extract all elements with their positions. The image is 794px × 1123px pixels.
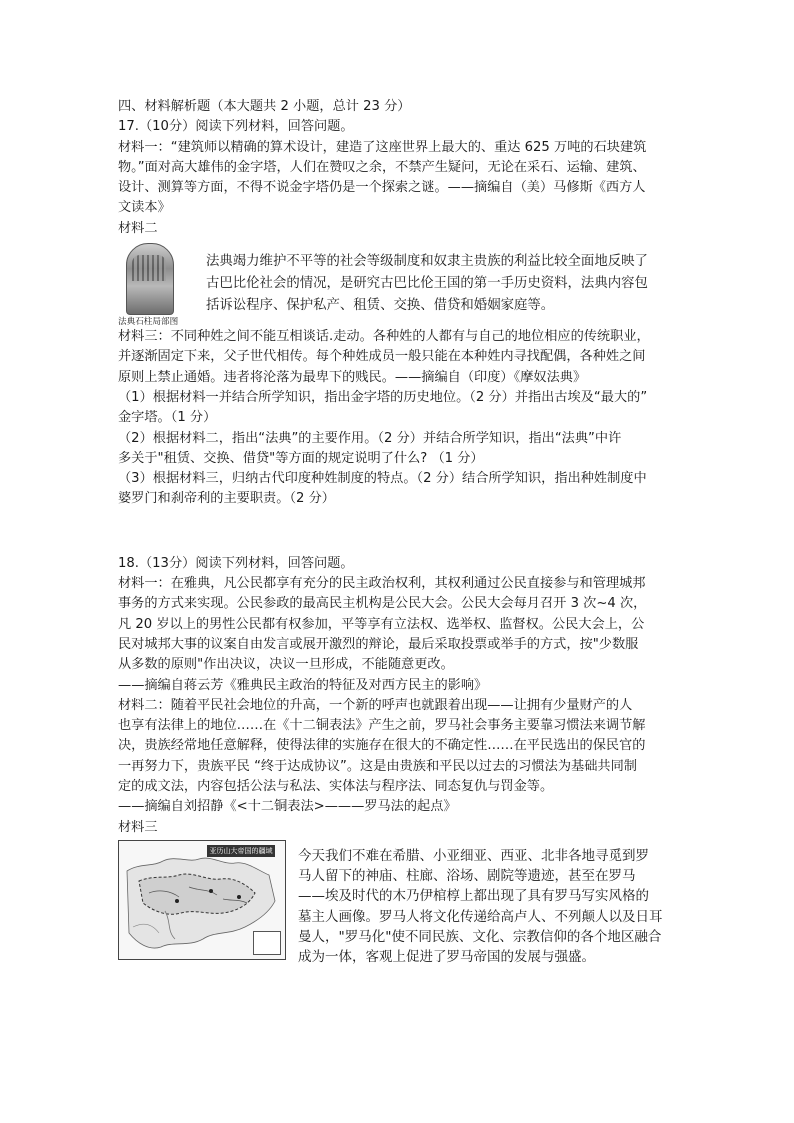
q17-m2-line: 法典竭力维护不平等的社会等级制度和奴隶主贵族的利益比较全面地反映了 (206, 254, 648, 270)
empire-map-figure (118, 840, 286, 960)
q18-m3-line: 曼人，"罗马化"使不同民族、文化、宗教信仰的各个地区融合 (298, 928, 662, 945)
q18-m1-line: 民对城邦大事的议案自由发言或展开激烈的辩论，最后采取投票或举手的方式，按"少数服 (118, 636, 639, 652)
q17-question-line: （3）根据材料三，归纳古代印度种姓制度的特点。（2 分）结合所学知识，指出种姓制度中 (118, 471, 647, 487)
q18-m1-line: 从多数的原则"作出决议，决议一旦形成，不能随意更改。 (118, 657, 454, 673)
map-title: 亚历山大帝国的疆域 (207, 845, 275, 857)
q18-m2-line: 也享有法律上的地位……在《十二铜表法》产生之前，罗马社会事务主要靠习惯法来调节解 (118, 718, 646, 734)
q17-question-line: 婆罗门和刹帝利的主要职责。（2 分） (118, 491, 335, 507)
q17-material2-label: 材料二 (118, 220, 158, 236)
q17-m3-line: 材料三：不同种姓之间不能互相谈话.走动。各种姓的人都有与自己的地位相应的传统职业， (118, 329, 650, 345)
q18-header: 18.（13分）阅读下列材料，回答问题。 (118, 555, 354, 571)
q18-m1-line: 事务的方式来实现。公民参政的最高民主机构是公民大会。公民大会每月召开 3 次~4 次， (118, 596, 647, 612)
q17-material3 (118, 327, 678, 388)
exam-page (118, 97, 678, 967)
q18-m2-line: 材料二：随着平民社会地位的升高，一个新的呼声也就跟着出现——让拥有少量财产的人 (118, 697, 633, 713)
map-legend (253, 931, 281, 955)
q18-m3-line: 墓主人画像。罗马人将文化传递给高卢人、不列颠人以及日耳 (298, 908, 663, 925)
q18-m3-line: 今天我们不难在希腊、小亚细亚、西亚、北非各地寻觅到罗 (298, 847, 649, 864)
q18-m3-line: 成为一体，客观上促进了罗马帝国的发展与强盛。 (298, 948, 595, 965)
q17-m1-line: 材料一：“建筑师以精确的算术设计，建造了这座世界上最大的、重达 625 万吨的石块建筑 (118, 139, 647, 155)
q18-m1-line: ——摘编自蒋云芳《雅典民主政治的特征及对西方民主的影响》 (118, 677, 488, 693)
q17-m1-line: 物。”面对高大雄伟的金字塔，人们在赞叹之余，不禁产生疑问，无论在采石、运输、建筑、 (118, 159, 646, 175)
q17-m2-line: 括诉讼程序、保护私产、租赁、交换、借贷和婚姻家庭等。 (206, 297, 555, 313)
code-stele-figure (118, 241, 180, 327)
q17-question-line: （2）根据材料二，指出“法典”的主要作用。（2 分）并结合所学知识，指出“法典”中许 (118, 430, 622, 446)
q17-m2-line: 古巴比伦社会的情况，是研究古巴比伦王国的第一手历史资料，法典内容包 (206, 275, 648, 291)
q17-question-line: 金字塔。（1 分） (118, 410, 217, 426)
figure-caption: 法典石柱局部图 (118, 317, 179, 328)
section-title: 四、材料解析题（本大题共 2 小题，总计 23 分） (118, 99, 411, 114)
q18-material1 (118, 574, 678, 696)
q17-header: 17.（10分）阅读下列材料，回答问题。 (118, 119, 354, 135)
q17-m1-line: 设计、测算等方面，不得不说金字塔仍是一个探索之谜。——摘编自（美）马修斯《西方人 (118, 180, 646, 196)
q17-questions (118, 388, 678, 510)
q18-material2 (118, 696, 678, 818)
q18-m1-line: 凡 20 岁以上的男性公民都有权参加，平等享有立法权、选举权、监督权。公民大会上，公 (118, 616, 645, 632)
q17-material2 (118, 239, 678, 327)
q18-m2-line: 一再努力下，贵族平民 “终于达成协议”。这是由贵族和平民以过去的习惯法为基础共同制 (118, 758, 637, 774)
q18-m3-line: ——埃及时代的木乃伊棺椁上都出现了具有罗马写实风格的 (298, 888, 649, 905)
q17-m3-line: 并逐渐固定下来，父子世代相传。每个种姓成员一般只能在本种姓内寻找配偶，各种姓之间 (118, 349, 646, 365)
q18-m2-line: 决，贵族经常地任意解释，使得法律的实施存在很大的不确定性……在平民选出的保民官的 (118, 738, 646, 754)
spacer (118, 510, 678, 554)
q18-m3-line: 马人留下的神庙、柱廊、浴场、剧院等遗迹，甚至在罗马 (298, 868, 636, 885)
q17-m3-line: 原则上禁止通婚。违者将沦落为最卑下的贱民。——摘编自（印度）《摩奴法典》 (118, 369, 587, 385)
q17-material1 (118, 138, 678, 219)
q17-question-line: （1）根据材料一并结合所学知识，指出金字塔的历史地位。（2 分）并指出古埃及“最大的” (118, 389, 648, 405)
q18-m2-line: 定的成文法，内容包括公法与私法、实体法与程序法、同态复仇与罚金等。 (118, 779, 554, 795)
q18-material3 (118, 838, 678, 967)
q17-question-line: 多关于"租赁、交换、借贷"等方面的规定说明了什么? （1 分） (118, 450, 484, 466)
stele-relief (132, 255, 166, 281)
q18-material3-label: 材料三 (118, 819, 158, 835)
q18-m2-line: ——摘编自刘招静《<十二铜表法>———罗马法的起点》 (118, 799, 457, 815)
q17-m1-line: 文读本》 (118, 200, 171, 216)
map-image (118, 840, 286, 960)
q18-m1-line: 材料一：在雅典，凡公民都享有充分的民主政治权利，其权利通过公民直接参与和管理城邦 (118, 576, 646, 592)
